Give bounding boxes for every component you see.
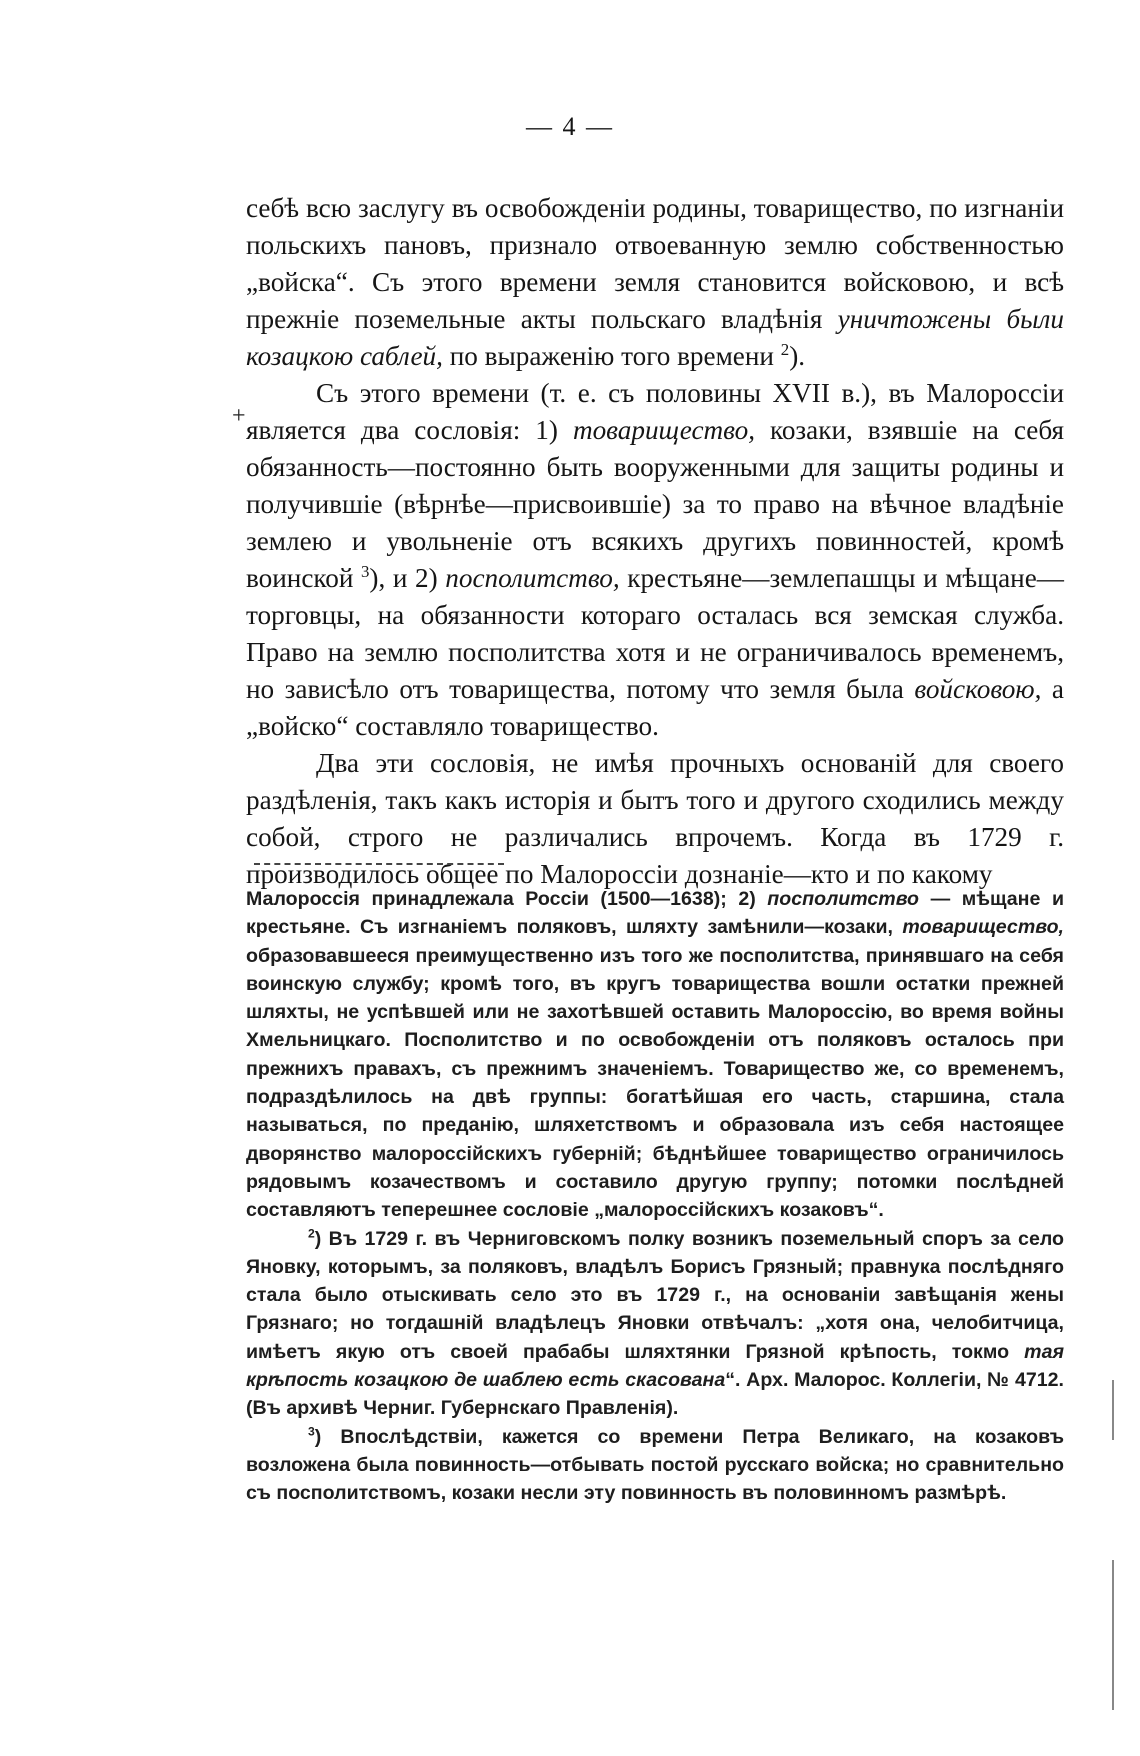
italic-phrase: товарищество, <box>572 415 756 445</box>
footnote-marker: 2 <box>308 1226 315 1241</box>
page-number: — 4 — <box>526 112 614 141</box>
italic-phrase: посполитство <box>767 888 920 910</box>
text-run: ). <box>789 341 806 371</box>
footnote-ref-3: 3 <box>360 561 370 581</box>
footnote-marker: 3 <box>308 1424 315 1439</box>
footnote-separator <box>254 863 504 865</box>
italic-phrase: посполитство, <box>445 563 620 593</box>
text-run: крестьяне—землепашцы и мѣщане—торговцы, на обязанности котораго осталась вся земская служба. Право на землю посполитства хотя и не ограничивалось временемъ, но зависѣло отъ товарищества, потому что земля была <box>246 563 1064 704</box>
footnote-1-continuation <box>246 885 1064 1225</box>
margin-mark: + <box>232 403 246 429</box>
text-run: “. Арх. Малорос. Коллегіи, № 4712. (Въ архивѣ Черниг. Губернскаго Правленія). <box>246 1369 1064 1420</box>
italic-phrase: тая крѣпость козацкою де шаблею есть скасована <box>246 1340 1064 1392</box>
italic-phrase: уничтожены были козацкою саблей, <box>246 304 1064 371</box>
text-run: образовавшееся преимущественно изъ того же посполитства, принявшаго на себя воинскую службу; кромѣ того, въ кругъ товарищества вошли остатки прежней шляхты, не успѣвшей или не захотѣвшей оставить Малороссію, во время войны Хмельницкаго. Посполитство и по освобожденіи отъ поляковъ осталось при прежнихъ правахъ, съ прежнимъ значеніемъ. Товарищество же, со временемъ, подраздѣлилось на двѣ группы: богатѣйшая его часть, старшина, стала называться, по преданію, шляхетствомъ и образовала изъ себя настоящее дворянство малороссійскихъ губерній; бѣднѣйшее товарищество ограничилось рядовымъ козачествомъ и составило другую группу; потомки послѣдней составляютъ теперешнее сословіе „малороссійскихъ козаковъ“. <box>246 944 1064 1222</box>
margin-scan-line <box>1112 1560 1114 1710</box>
text-run: — мѣщане и крестьяне. Съ изгнаніемъ поляковъ, шляхту замѣнили—козаки, <box>246 888 1064 939</box>
main-text <box>246 190 1064 893</box>
text-run: Малороссія принадлежала Россіи (1500—1638); 2) <box>246 888 768 910</box>
text-run: Съ этого времени (т. е. съ половины XVII в.), въ Малороссіи является два сословія: 1) <box>246 378 1064 445</box>
footnote-3 <box>246 1423 1064 1508</box>
paragraph-3: Два эти сословія, не имѣя прочныхъ основаній для своего раздѣленія, такъ какъ исторія и бытъ того и другого сходились между собой, строго не различались впрочемъ. Когда въ 1729 г. производилось общее по Малороссіи дознаніе—кто и по какому <box>246 748 1064 889</box>
text-run: ), и 2) <box>369 563 446 593</box>
paragraph-2 <box>246 375 1064 745</box>
margin-scan-line <box>1112 1380 1114 1440</box>
paragraph-1 <box>246 190 1064 375</box>
text-run: а „войско“ составляло товарищество. <box>246 674 1064 741</box>
footnote-ref-2: 2 <box>780 339 790 359</box>
text-run: ) Въ 1729 г. въ Черниговскомъ полку возникъ поземельный споръ за село Яновку, которымъ, за поляковъ, владѣлъ Борисъ Грязный; правнука послѣдняго стала было отыскивать село это въ 1729 г., на основаніи завѣщанія жены Грязнаго; но тогдашній владѣлецъ Яновки отвѣчалъ: „хотя она, челобитчица, имѣетъ якую отъ своей прабабы шляхтянки Грязной крѣпость, токмо <box>246 1227 1064 1363</box>
text-run: козаки, взявшіе на себя обязанность—постоянно быть вооруженными для защиты родины и получившіе (вѣрнѣе—присвоившіе) за то право на вѣчное владѣніе землею и увольненіе отъ всякихъ другихъ повинностей, кромѣ воинской <box>246 415 1064 593</box>
text-run: по выраженію того времени <box>442 341 781 371</box>
footnote-2 <box>246 1225 1064 1423</box>
italic-phrase: войсковою, <box>914 674 1042 704</box>
text-run: себѣ всю заслугу въ освобожденіи родины, товарищество, по изгнаніи польскихъ пановъ, признало отвоеванную землю собственностью „войска“. Съ этого времени земля становится войсковою, и всѣ прежніе поземельные акты польскаго владѣнія <box>246 193 1064 334</box>
text-run: ) Впослѣдствіи, кажется со времени Петра Великаго, на козаковъ возложена была повинность—отбывать постой русскаго войска; но сравнительно съ посполитствомъ, козаки несли эту повинность въ половинномъ размѣрѣ. <box>246 1425 1064 1505</box>
footnotes <box>246 885 1064 1508</box>
italic-phrase: товарищество, <box>902 916 1064 939</box>
